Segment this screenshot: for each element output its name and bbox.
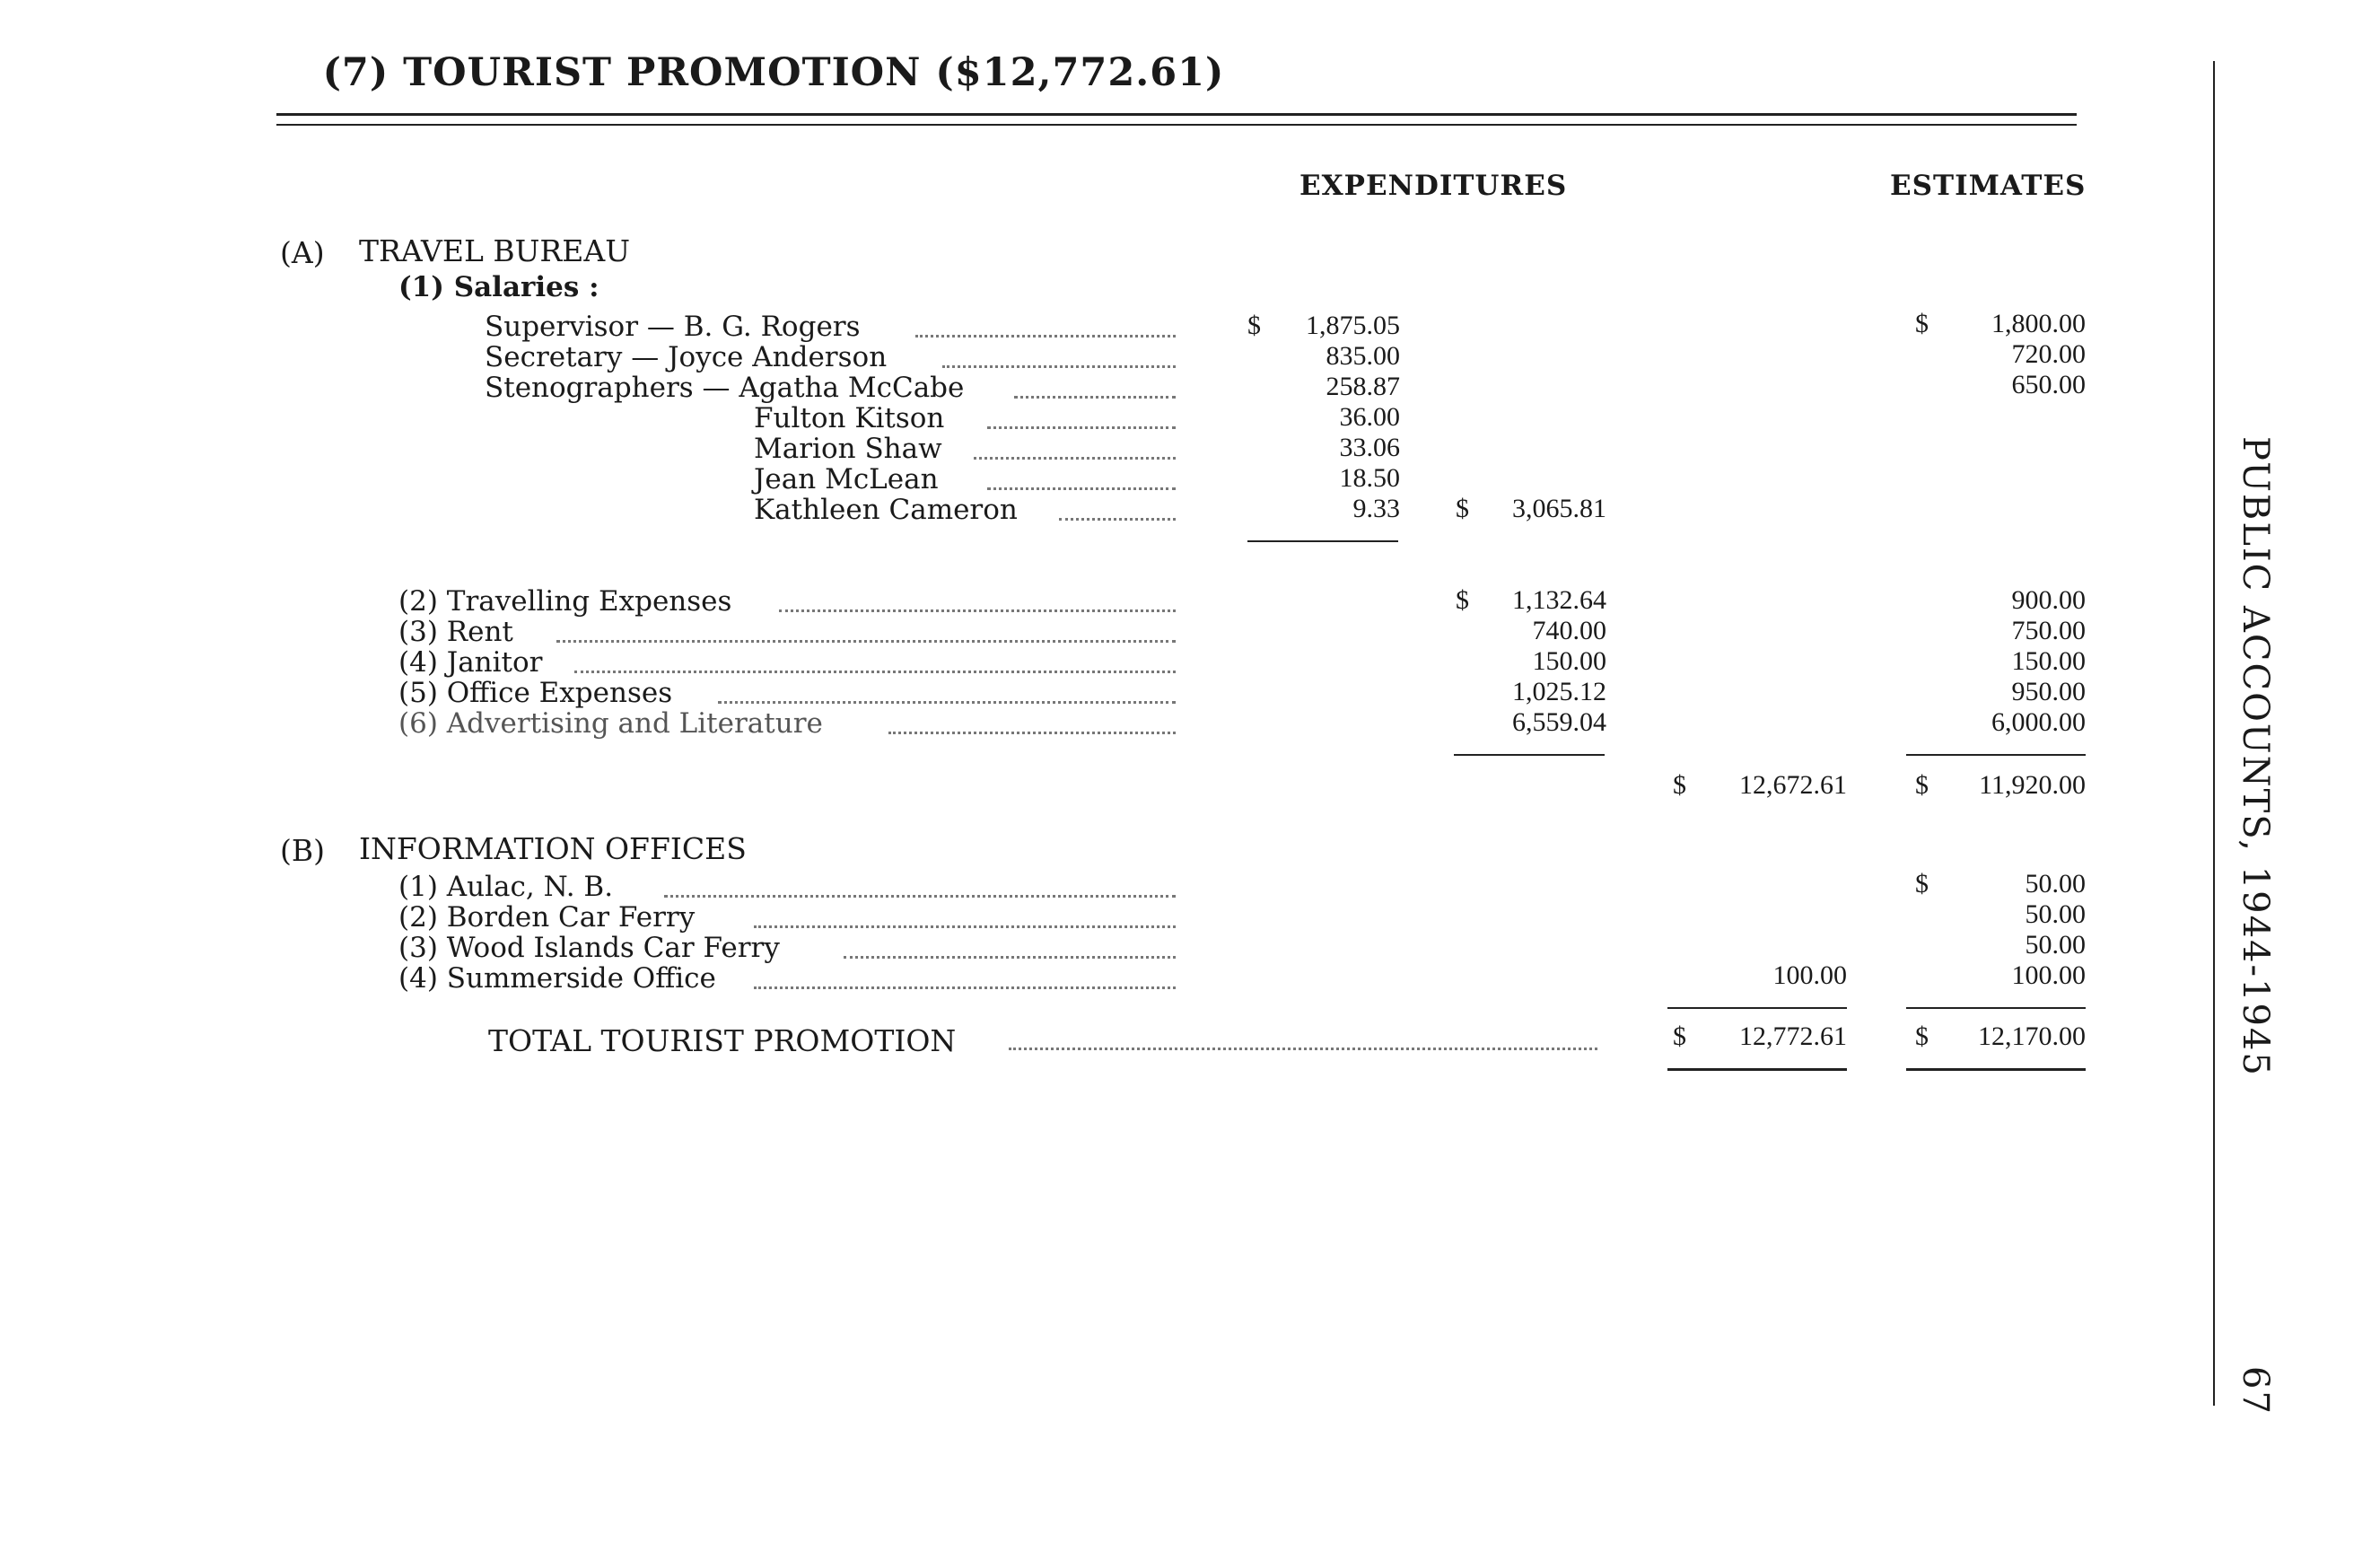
dollar-sign: $	[1673, 770, 1686, 800]
total-estimate: 12,170.00	[1978, 1021, 2086, 1051]
underline	[1906, 754, 2086, 756]
dollar-sign: $	[1915, 309, 1929, 338]
item-label: (6) Advertising and Literature	[398, 707, 823, 740]
running-title: PUBLIC ACCOUNTS, 1944-1945	[2235, 436, 2276, 1077]
salary-label: Stenographers — Agatha McCabe	[485, 372, 965, 404]
office-label: (1) Aulac, N. B.	[398, 871, 614, 903]
salary-amount: 835.00	[1326, 341, 1400, 371]
salary-amount: 36.00	[1339, 402, 1400, 432]
office-estimate: 50.00	[2025, 899, 2086, 929]
leader-dots	[1059, 518, 1176, 521]
dollar-sign: $	[1456, 494, 1469, 523]
office-label: (4) Summerside Office	[398, 962, 716, 995]
salary-label: Kathleen Cameron	[754, 494, 1018, 526]
underline	[1454, 754, 1605, 756]
salary-amount: 33.06	[1339, 433, 1400, 462]
title-rule-top	[276, 113, 2077, 116]
salary-label: Jean McLean	[754, 463, 939, 495]
total-label: TOTAL TOURIST PROMOTION	[488, 1023, 957, 1058]
leader-dots	[779, 609, 1176, 612]
item-label: (4) Janitor	[398, 646, 543, 679]
dollar-sign: $	[1915, 770, 1929, 800]
salaries-label: (1) Salaries :	[398, 271, 599, 303]
item-amount: 6,559.04	[1512, 707, 1606, 737]
section-a-subtotal: 12,672.61	[1739, 770, 1847, 800]
double-underline	[1906, 1068, 2086, 1071]
salary-estimate: 720.00	[2011, 339, 2086, 369]
leader-dots	[987, 487, 1176, 490]
item-estimate: 900.00	[2011, 585, 2086, 615]
dollar-sign: $	[1673, 1021, 1686, 1051]
underline	[1667, 1007, 1847, 1009]
salary-estimate: 650.00	[2011, 370, 2086, 399]
dollar-sign: $	[1456, 585, 1469, 615]
section-b-heading: INFORMATION OFFICES	[359, 831, 747, 866]
dollar-sign: $	[1915, 1021, 1929, 1051]
item-amount: 740.00	[1532, 616, 1606, 645]
item-label: (3) Rent	[398, 616, 513, 648]
title-rule-bottom	[276, 124, 2077, 126]
dollar-sign: $	[1247, 311, 1261, 340]
underline	[1247, 540, 1398, 542]
page-number: 67	[2235, 1366, 2276, 1416]
salary-amount: 258.87	[1326, 372, 1400, 401]
leader-dots	[754, 986, 1176, 989]
office-label: (3) Wood Islands Car Ferry	[398, 932, 780, 964]
salary-amount: 18.50	[1339, 463, 1400, 493]
office-amount: 100.00	[1772, 960, 1847, 990]
item-label: (5) Office Expenses	[398, 677, 673, 709]
leader-dots	[574, 671, 1176, 673]
leader-dots	[844, 956, 1176, 959]
double-underline	[1667, 1068, 1847, 1071]
leader-dots	[915, 335, 1176, 338]
leader-dots	[1014, 396, 1176, 399]
section-a-heading: TRAVEL BUREAU	[359, 233, 631, 268]
item-amount: 1,132.64	[1512, 585, 1606, 615]
item-estimate: 950.00	[2011, 677, 2086, 706]
dollar-sign: $	[1915, 869, 1929, 899]
section-b-letter: (B)	[280, 833, 325, 868]
leader-dots	[987, 426, 1176, 429]
item-estimate: 150.00	[2011, 646, 2086, 676]
total-amount: 12,772.61	[1739, 1021, 1847, 1051]
item-label: (2) Travelling Expenses	[398, 585, 732, 618]
office-label: (2) Borden Car Ferry	[398, 901, 696, 934]
leader-dots	[754, 925, 1176, 928]
salary-amount: 9.33	[1352, 494, 1400, 523]
item-estimate: 750.00	[2011, 616, 2086, 645]
office-estimate: 100.00	[2011, 960, 2086, 990]
leader-dots	[718, 701, 1176, 704]
office-estimate: 50.00	[2025, 930, 2086, 960]
item-amount: 150.00	[1532, 646, 1606, 676]
leader-dots	[888, 732, 1176, 734]
salary-label: Fulton Kitson	[754, 402, 945, 434]
item-amount: 1,025.12	[1512, 677, 1606, 706]
salaries-total: 3,065.81	[1512, 494, 1606, 523]
office-estimate: 50.00	[2025, 869, 2086, 899]
leader-dots	[556, 640, 1176, 643]
estimates-heading: ESTIMATES	[1890, 170, 2087, 202]
leader-dots	[1009, 1048, 1597, 1050]
leader-dots	[664, 895, 1176, 898]
expenditures-heading: EXPENDITURES	[1299, 170, 1568, 202]
section-a-letter: (A)	[280, 235, 325, 270]
item-estimate: 6,000.00	[1991, 707, 2086, 737]
leader-dots	[974, 457, 1176, 460]
salary-amount: 1,875.05	[1306, 311, 1400, 340]
salary-label: Supervisor — B. G. Rogers	[485, 311, 861, 343]
salary-label: Secretary — Joyce Anderson	[485, 341, 888, 373]
underline	[1906, 1007, 2086, 1009]
margin-rule	[2213, 61, 2215, 1406]
section-a-estimate-subtotal: 11,920.00	[1979, 770, 2086, 800]
page-title: (7) TOURIST PROMOTION ($12,772.61)	[322, 50, 1225, 95]
salary-estimate: 1,800.00	[1991, 309, 2086, 338]
salary-label: Marion Shaw	[754, 433, 942, 465]
leader-dots	[942, 365, 1176, 368]
